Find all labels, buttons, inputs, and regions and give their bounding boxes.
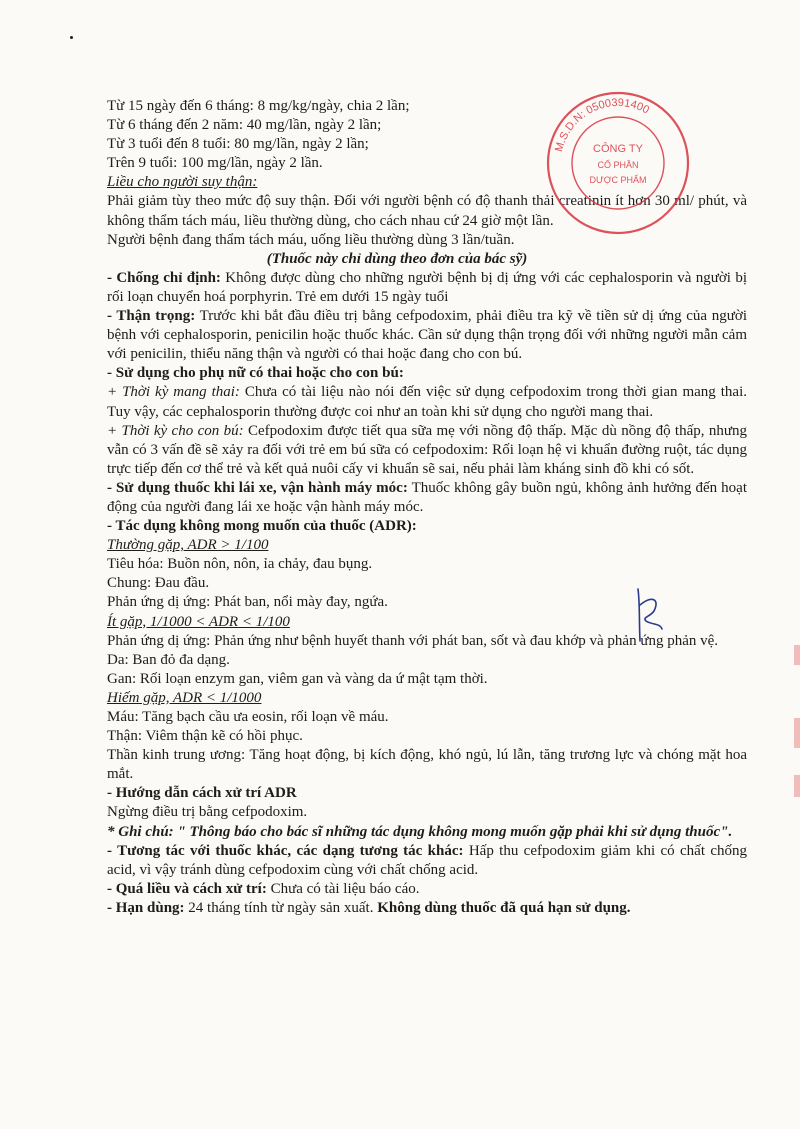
section-label: - Chống chỉ định: [107,269,221,286]
pregnancy-paragraph [107,383,747,421]
renal-paragraph: Phải giảm tùy theo mức độ suy thận. Đối với người bệnh có độ thanh thải creatinin ít hơn 30 ml/ phút, và không thẩm tách máu, liều thường dùng, cho cách nhau cứ 24 giờ một lần. [107,193,747,229]
dosage-line: Trên 9 tuổi: 100 mg/lần, ngày 2 lần. [107,155,323,172]
subsection-text: Chưa có tài liệu nào nói đến việc sử dụng cefpodoxim trong thời gian mang thai. Tuy vậy, các cephalosporin thường được coi như an toàn khi sử dụng cho người mang thai. [107,384,747,420]
seal-line-2: CỔ PHẦN [597,160,639,170]
expiry-warning: Không dùng thuốc đã quá hạn sử dụng. [377,899,631,916]
interaction-section [107,842,747,880]
driving-section [107,479,747,517]
adr-item: Thần kinh trung ương: Tăng hoạt động, bị kích động, khó ngủ, lú lẫn, tăng trương lực và chóng mặt hoa mắt. [107,747,747,783]
adr-item: Phản ứng dị ứng: Phát ban, nổi mày đay, ngứa. [107,594,388,611]
adr-heading: - Tác dụng không mong muốn của thuốc (ADR): [107,518,417,535]
adr-rare-heading: Hiếm gặp, ADR < 1/1000 [107,689,262,706]
company-seal-stamp [543,88,693,238]
subsection-text: Cefpodoxim được tiết qua sữa mẹ với nồng độ thấp. Mặc dù nồng độ thấp, nhưng vẫn có 3 vấn đề sẽ xảy ra đối với trẻ em bú sữa có cefpodoxim: Rối loạn hệ vi khuẩn đường ruột, tác dụng trực tiếp đến cơ thể trẻ và kết quả nuôi cấy vi khuẩn sẽ sai, nếu phải làm kháng sinh đồ khi có sốt. [107,422,748,477]
section-text: Không được dùng cho những người bệnh bị dị ứng với các cephalosporin và người bị rối loạn chuyển hoá porphyrin. Trẻ em dưới 15 ngày tuổi [107,269,747,305]
edge-stamp-mark [794,718,800,748]
expiry-section [107,899,747,918]
adr-uncommon-heading: Ít gặp, 1/1000 < ADR < 1/100 [107,613,290,630]
section-label: - Thận trọng: [107,308,196,325]
adr-item: Máu: Tăng bạch cầu ưa eosin, rối loạn về máu. [107,709,389,725]
contraindication-section [107,269,747,307]
seal-line-3: DƯỢC PHẨM [589,175,647,185]
dosage-line: Từ 3 tuổi đến 8 tuổi: 80 mg/lần, ngày 2 lần; [107,136,369,153]
adr-item: Da: Ban đỏ đa dạng. [107,651,230,668]
renal-dialysis: Người bệnh đang thẩm tách máu, uống liều thường dùng 3 lần/tuần. [107,231,515,248]
scan-speck [70,36,73,39]
adr-item: Phản ứng dị ứng: Phản ứng như bệnh huyết thanh với phát ban, sốt và đau khớp và phản ứng phản vệ. [107,632,719,649]
edge-stamp-mark [794,645,800,665]
adr-item: Gan: Rối loạn enzym gan, viêm gan và vàng da ứ mật tạm thời. [107,670,488,687]
adr-handling-text: Ngừng điều trị bằng cefpodoxim. [107,804,308,821]
section-text: Chưa có tài liệu báo cáo. [266,880,420,897]
dosage-line: Từ 15 ngày đến 6 tháng: 8 mg/kg/ngày, chia 2 lần; [107,98,410,114]
renal-heading: Liều cho người suy thận: [107,174,258,191]
section-label: - Tương tác với thuốc khác, các dạng tương tác khác: [107,842,464,859]
section-label: - Sử dụng thuốc khi lái xe, vận hành máy móc: [107,479,408,496]
section-text: Hấp thu cefpodoxim giảm khi có chất chống acid, vì vậy tránh dùng cefpodoxim cùng với chất chống acid. [107,842,747,878]
prescription-note: (Thuốc này chỉ dùng theo đơn của bác sỹ) [266,250,528,267]
overdose-section [107,880,747,899]
section-label: - Hạn dùng: [107,899,185,916]
section-label: - Quá liều và cách xử trí: [107,880,267,897]
adr-item: Chung: Đau đầu. [107,575,210,592]
dosage-line: Từ 6 tháng đến 2 năm: 40 mg/lần, ngày 2 lần; [107,117,382,134]
adr-handling-heading: - Hướng dẫn cách xử trí ADR [107,785,297,802]
lactation-paragraph [107,422,747,479]
edge-stamp-mark [794,775,800,797]
seal-number-path: M.S.D.N: 0500391400 [553,96,652,154]
section-text: Thuốc không gây buồn ngủ, không ảnh hưởng đến hoạt động của người đang lái xe hoặc vận hành máy móc. [107,479,747,515]
adr-item: Thận: Viêm thận kẽ có hồi phục. [107,728,303,745]
handwritten-signature [630,585,670,645]
subsection-label: + Thời kỳ cho con bú: [107,422,244,439]
adr-common-heading: Thường gặp, ADR > 1/100 [107,537,269,554]
seal-line-1: CÔNG TY [593,143,643,155]
adr-item: Tiêu hóa: Buồn nôn, nôn, ỉa chảy, đau bụng. [107,556,373,573]
subsection-label: + Thời kỳ mang thai: [107,384,240,401]
caution-section [107,307,747,364]
section-text: Trước khi bắt đầu điều trị bằng cefpodoxim, phải điều tra kỹ về tiền sử dị ứng của người bệnh với cephalosporin, penicilin hoặc thuốc khác. Cần sử dụng thận trọng đối với những người mẫn cảm với penicilin, thiểu năng thận và người có thai hoặc đang cho con bú. [107,308,747,363]
section-text: 24 tháng tính từ ngày sản xuất. [184,899,378,916]
pregnancy-heading: - Sử dụng cho phụ nữ có thai hoặc cho con bú: [107,365,404,382]
doctor-note: * Ghi chú: " Thông báo cho bác sĩ những tác dụng không mong muốn gặp phải khi sử dụng thuốc". [107,823,733,840]
